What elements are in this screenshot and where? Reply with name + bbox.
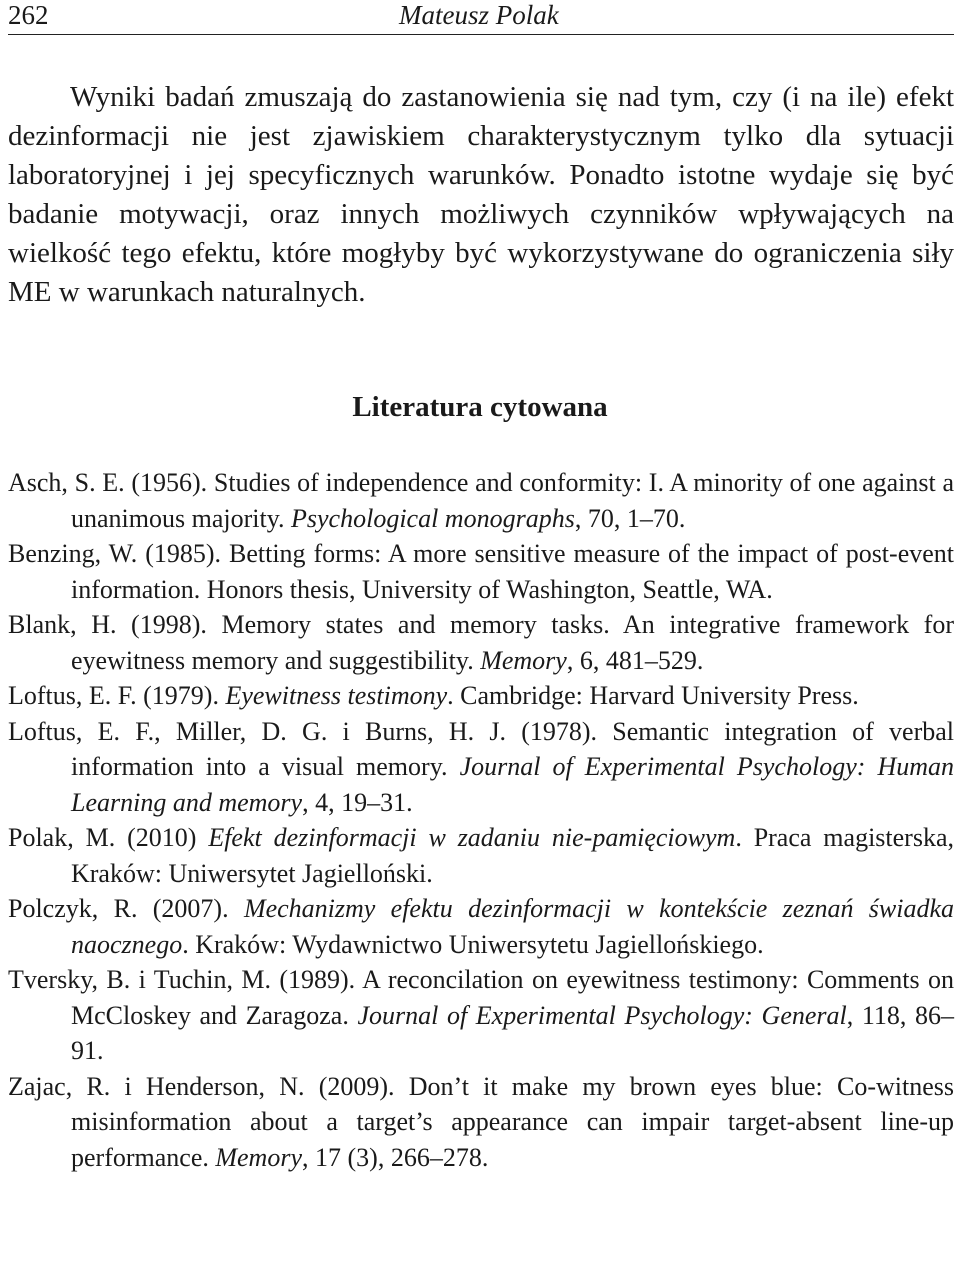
reference-text: Polak, M. (2010) [8,823,209,852]
reference-details: , 4, 19–31. [302,787,413,817]
reference-text: Loftus, E. F., Miller, D. G. i Burns, H. J. (1978). Semantic integration of verbal information into a visual memory. [8,716,954,781]
reference-item-polczyk-2007 [8,891,954,962]
reference-source-title: Journal of Experimental Psychology: General [357,1000,847,1030]
reference-source-title: Journal of Experimental Psychology: Human Learning and memory [71,752,954,817]
reference-details: , 6, 481–529. [566,645,704,675]
reference-text: Tversky, B. i Tuchin, M. (1989). A reconcilation on eyewitness testimony: Comments on McCloskey and Zaragoza. [8,965,954,1030]
section-heading-references: Literatura cytowana [352,391,608,423]
reference-text: Benzing, W. (1985). Betting forms: A more sensitive measure of the impact of post-event information. Honors thesis, University of Washington, Seattle, WA. [8,539,954,604]
reference-details: , 118, 86–91. [71,1000,954,1065]
reference-item-loftus-1979 [8,678,954,714]
reference-text: Loftus, E. F. (1979). [8,681,226,710]
reference-item-polak-2010 [8,820,954,891]
running-head-author: Mateusz Polak [399,0,559,30]
reference-text: Polczyk, R. (2007). [8,894,244,923]
reference-text: Zajac, R. i Henderson, N. (2009). Don’t it make my brown eyes blue: Co-witness misinformation about a target’s appearance can impair target-absent line-up performance. [8,1071,954,1172]
reference-source-title: Eyewitness testimony [225,681,448,710]
reference-source-title: Memory [480,645,567,675]
reference-details: . Kraków: Wydawnictwo Uniwersytetu Jagiellońskiego. [182,929,764,959]
page-number: 262 [8,0,49,30]
reference-source-title: Psychological monographs [291,503,575,533]
reference-details: , 17 (3), 266–278. [302,1142,489,1172]
reference-text: Asch, S. E. (1956). Studies of independence and conformity: I. A minority of one against a unanimous majority. [8,468,954,533]
body-paragraph: Wyniki badań zmuszają do zastanowienia się nad tym, czy (i na ile) efekt dezinformacji nie jest zjawiskiem charakterystycznym tylko dla sytuacji laboratoryjnej i jej specyficznych warunków. Ponadto istotne wydaje się być badanie motywacji, oraz innych możliwych czynników wpływających na wielkość tego efektu, które mogłyby być wykorzystywane do ograniczenia siły ME w warunkach naturalnych. [8,81,954,308]
reference-item-asch-1956 [8,465,954,536]
reference-list [8,465,954,1175]
reference-details: . Praca magisterska, Kraków: Uniwersytet Jagielloński. [71,823,954,888]
reference-item-tversky-1989 [8,962,954,1069]
reference-item-zajac-2009 [8,1069,954,1176]
reference-source-title: Efekt dezinformacji w zadaniu nie-pamięciowym [208,823,736,852]
reference-details: . Cambridge: Harvard University Press. [447,681,859,710]
reference-details: , 70, 1–70. [574,503,686,533]
reference-text: Blank, H. (1998). Memory states and memory tasks. An integrative framework for eyewitness memory and suggestibility. [8,610,954,675]
page-header [8,0,954,35]
reference-item-benzing-1985 [8,536,954,607]
reference-source-title: Memory [215,1142,302,1172]
reference-item-loftus-1978 [8,714,954,821]
reference-item-blank-1998 [8,607,954,678]
reference-source-title: Mechanizmy efektu dezinformacji w kontekście zeznań świadka naocznego [71,894,955,959]
